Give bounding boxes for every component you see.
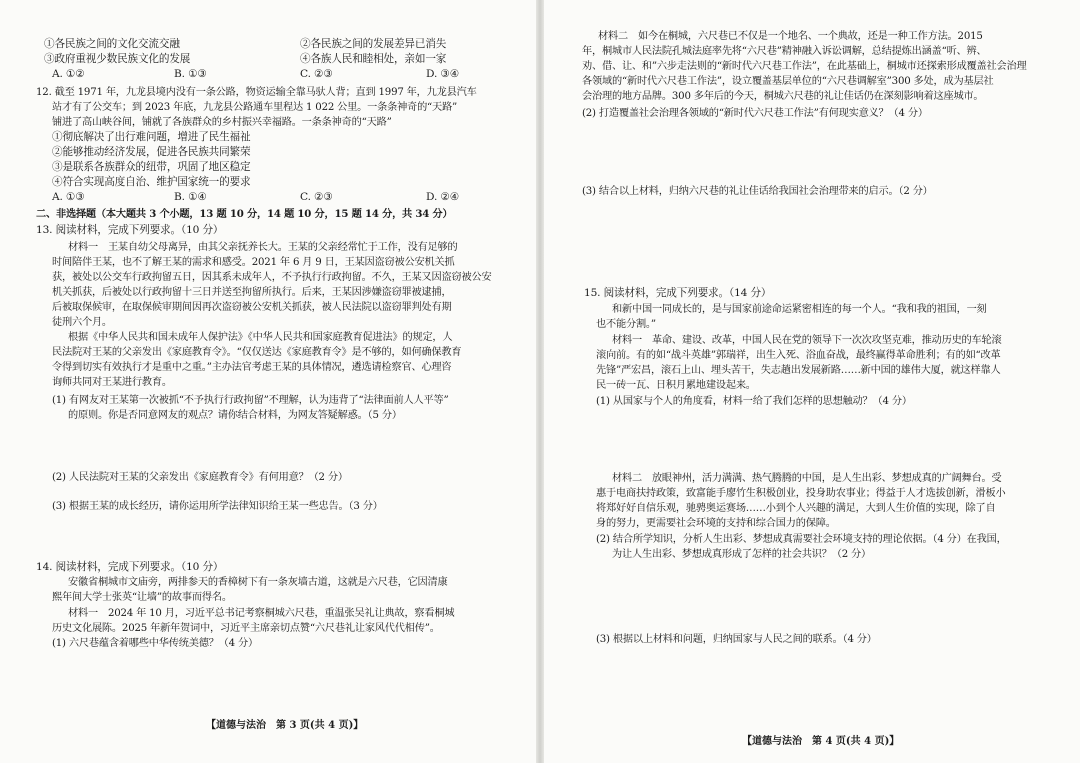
q13-material-line-2: 时间陪伴王某，也不了解王某的需求和感受。2021 年 6 月 9 日，王某因盗窃被公安机关抓: [52, 257, 455, 268]
q15-question-2-line-2: 为让人生出彩、梦想成真形成了怎样的社会共识？（2 分）: [612, 549, 872, 560]
q11-option-2: ②各民族之间的发展差异已消失: [300, 38, 447, 50]
q11-choice-a: A. ①②: [52, 68, 85, 80]
q15-material-1-line-1: 材料一 革命、建设、改革，中国人民在党的领导下一次次攻坚克难，推动历史的车轮滚: [612, 335, 1002, 346]
q15-material-1-line-2: 滚向前。有的如“战斗英雄”郭瑞祥，出生入死、浴血奋战，最终赢得革命胜利；有的如“改革: [596, 350, 1001, 361]
q15-heading: 15. 阅读材料，完成下列要求。（14 分）: [584, 287, 772, 299]
q14-material-2-line-2: 年，桐城市人民法院孔城法庭率先将“六尺巷”精神融入诉讼调解，总结提炼出涵盖“听、辨、: [582, 46, 987, 57]
q15-question-1: (1) 从国家与个人的角度看，材料一给了我们怎样的思想触动？（4 分）: [596, 396, 912, 407]
q13-heading: 13. 阅读材料，完成下列要求。（10 分）: [36, 224, 224, 236]
q15-question-3: (3) 根据以上材料和问题，归纳国家与人民之间的联系。（4 分）: [596, 634, 877, 645]
q12-choice-c: C. ②③: [300, 191, 333, 203]
q12-statement-1: ①彻底解决了出行难问题，增进了民生福祉: [52, 131, 251, 143]
q13-material-line-4: 机关抓获，后被处以行政拘留十三日并送至拘留所执行。后来，王某因涉嫌盗窃罪被逮捕，: [52, 287, 452, 298]
exam-page-3: [0, 0, 536, 763]
q15-intro-line-1: 和新中国一同成长的，是与国家前途命运紧密相连的每一个人。“我和我的祖国，一刻: [612, 304, 987, 315]
q15-material-1-line-3: 先锋”严宏昌，滚石上山、埋头苦干，失志趟出发展新路……新中国的雄伟大厦，就这样靠人: [596, 365, 1001, 376]
q14-question-2: (2) 打造覆盖社会治理各领域的“新时代六尺巷工作法”有何现实意义？（4 分）: [582, 108, 928, 119]
q13-material-line-7: 根据《中华人民共和国未成年人保护法》《中华人民共和国家庭教育促进法》的规定，人: [68, 332, 453, 343]
q12-stem-line-3: 铺进了高山峡谷间，铺就了各族群众的乡村振兴幸福路。一条条神奇的“天路”: [52, 117, 392, 128]
q12-choice-d: D. ②④: [426, 191, 460, 203]
q13-material-line-5: 后被取保候审，在取保候审期间因再次盗窃被公安机关抓获，被人民法院以盗窃罪判处有期: [52, 302, 452, 313]
q11-choice-b: B. ①③: [174, 68, 207, 80]
q12-statement-3: ③是联系各族群众的纽带，巩固了地区稳定: [52, 161, 251, 173]
page-3-footer: 【道德与法治 第 3 页(共 4 页)】: [206, 720, 364, 731]
q13-material-line-8: 民法院对王某的父亲发出《家庭教育令》。“仅仅送达《家庭教育令》是不够的，如何确保教育: [52, 347, 462, 358]
q13-question-2: (2) 人民法院对王某的父亲发出《家庭教育令》有何用意？（2 分）: [52, 472, 348, 483]
q11-option-1: ①各民族之间的文化交流交融: [44, 38, 180, 50]
q12-stem-line-2: 站才有了公交车；到 2023 年底，九龙县公路通车里程达 1 022 公里。一条条神奇的“天路”: [52, 102, 458, 113]
q13-material-line-3: 获，被处以公交车行政拘留五日，因其系未成年人，不予执行行政拘留。不久，王某又因盗窃被公安: [52, 272, 492, 283]
q12-statement-4: ④符合实现高度自治、维护国家统一的要求: [52, 176, 251, 188]
q14-material-2-line-4: 各领域的“新时代六尺巷工作法”，设立覆盖基层单位的“六尺巷调解室”300 多处，成为基层社: [582, 76, 994, 87]
q15-material-2-line-4: 身的努力，更需要社会环境的支持和综合国力的保障。: [596, 518, 836, 529]
q13-material-line-9: 令得到切实有效执行才是重中之重。”主办法官考虑王某的具体情况，遴选请检察官、心理咨: [52, 362, 452, 373]
page-fold: [536, 0, 544, 763]
q15-intro-line-2: 也不能分割。”: [596, 319, 656, 330]
q11-choice-c: C. ②③: [300, 68, 333, 80]
q12-choice-a: A. ①③: [52, 191, 85, 203]
q12-choice-b: B. ①④: [174, 191, 207, 203]
q13-question-3: (3) 根据王某的成长经历，请你运用所学法律知识给王某一些忠告。（3 分）: [52, 501, 383, 512]
page-4-footer: 【道德与法治 第 4 页(共 4 页)】: [742, 736, 900, 747]
q11-option-4: ④各族人民和睦相处，亲如一家: [300, 53, 447, 65]
q12-stem-line-1: 12. 截至 1971 年，九龙县境内没有一条公路，物资运输全靠马驮人背；直到 1997 年，九龙县汽车: [36, 87, 477, 98]
q14-question-1: (1) 六尺巷蕴含着哪些中华传统美德？（4 分）: [52, 638, 258, 649]
q15-material-2-line-2: 惠于电商扶持政策，致富能手廖竹生积极创业，投身助农事业；得益于人才选拔创新，滑板小: [596, 488, 1006, 499]
q15-material-1-line-4: 民一砖一瓦、日积月累地建设起来。: [596, 380, 756, 391]
section-2-title: 二、非选择题（本大题共 3 个小题，13 题 10 分，14 题 10 分，15 题 14 分，共 34 分）: [36, 208, 453, 220]
q13-material-line-1: 材料一 王某自幼父母离异，由其父亲抚养长大。王某的父亲经常忙于工作，没有足够的: [68, 242, 458, 253]
q14-material-2-line-3: 劝、借、让、和”六步走法则的“新时代六尺巷工作法”，在此基础上，桐城市还探索形成覆盖社会治理: [582, 61, 1027, 72]
q12-statement-2: ②能够推动经济发展，促进各民族共同繁荣: [52, 146, 251, 158]
q15-question-2-line-1: (2) 结合所学知识，分析人生出彩、梦想成真需要社会环境支持的理论依据。（4 分）在我国，: [596, 534, 1007, 545]
q14-intro-line-2: 熙年间大学士张英“让墙”的故事而得名。: [52, 592, 232, 603]
q11-option-3: ③政府重视少数民族文化的发展: [44, 53, 191, 65]
exam-page-4: [544, 0, 1080, 763]
q15-material-2-line-3: 将郑好好自信乐观，驰骋奥运赛场……小到个人兴趣的满足，大到人生价值的实现，除了自: [596, 503, 996, 514]
q11-choice-d: D. ③④: [426, 68, 460, 80]
q14-material-2-line-1: 材料二 如今在桐城，六尺巷已不仅是一个地名、一个典故，还是一种工作方法。2015: [598, 31, 983, 42]
q13-material-line-10: 询师共同对王某进行教育。: [52, 377, 172, 388]
q14-material-1-line-2: 历史文化展陈。2025 年新年贺词中，习近平主席亲切点赞“六尺巷礼让家风代代相传”。: [52, 623, 440, 634]
q14-material-1-line-1: 材料一 2024 年 10 月，习近平总书记考察桐城六尺巷，重温张吴礼让典故，察看桐城: [68, 608, 455, 619]
q14-material-2-line-5: 会治理的地方品牌。300 多年后的今天，桐城六尺巷的礼让佳话仍在深刻影响着这座城市。: [582, 91, 984, 102]
q14-heading: 14. 阅读材料，完成下列要求。（10 分）: [36, 561, 224, 573]
q15-material-2-line-1: 材料二 放眼神州，活力满满、热气腾腾的中国，是人生出彩、梦想成真的广阔舞台。受: [612, 473, 1002, 484]
q13-question-1-line-1: (1) 有网友对王某第一次被抓“不予执行行政拘留”不理解，认为违背了“法律面前人人平等”: [52, 395, 449, 406]
q13-question-1-line-2: 的原则。你是否同意网友的观点？请你结合材料，为网友答疑解惑。（5 分）: [68, 410, 402, 421]
q14-intro-line-1: 安徽省桐城市文庙旁，两排参天的香樟树下有一条灰墙古道，这就是六尺巷，它因清康: [68, 577, 448, 588]
q14-question-3: (3) 结合以上材料，归纳六尺巷的礼让佳话给我国社会治理带来的启示。（2 分）: [582, 186, 933, 197]
q13-material-line-6: 徒刑六个月。: [52, 317, 112, 328]
